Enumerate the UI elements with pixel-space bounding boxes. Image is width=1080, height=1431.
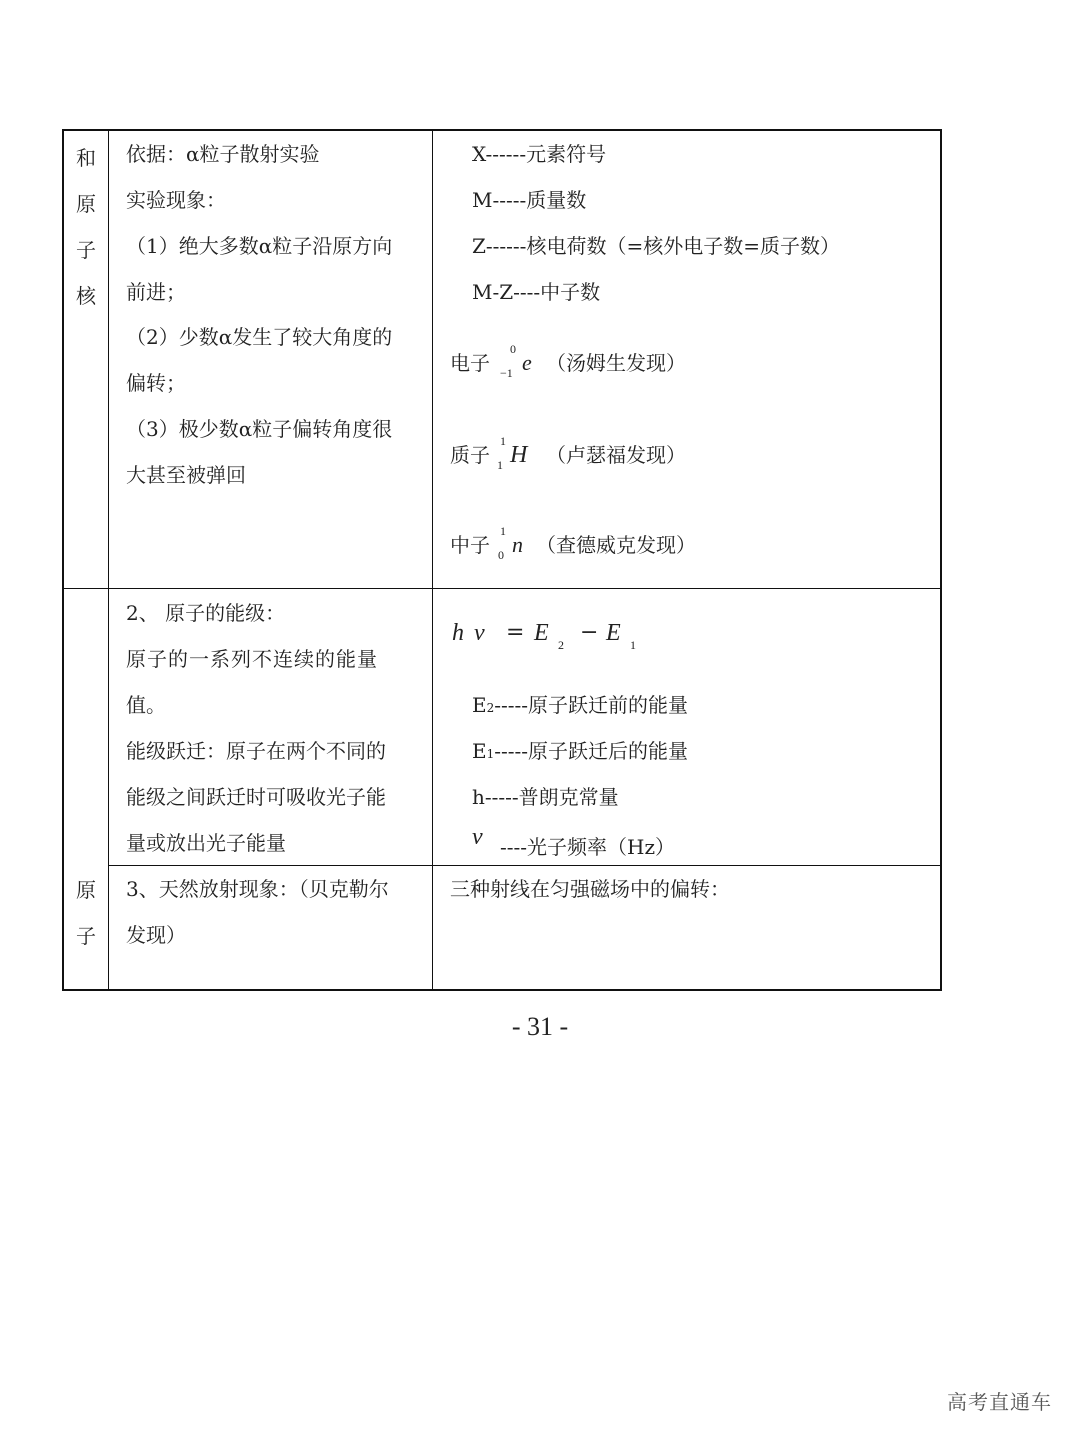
particle-discoverer: （查德威克发现）	[536, 533, 696, 557]
side-char: 核	[76, 284, 96, 308]
particle-name: 中子	[450, 533, 490, 557]
equation-nu: ν	[474, 620, 485, 646]
particle-symbol: e	[522, 350, 532, 375]
symbol: E	[472, 693, 487, 717]
text-line: （2）少数α发生了较大角度的	[126, 325, 393, 349]
text-line: 偏转；	[126, 371, 186, 395]
particle-mass-number: 1	[500, 524, 506, 538]
definition-line: M-----质量数	[472, 188, 587, 212]
text-line: 发现）	[126, 923, 186, 947]
equation-sub2: 2	[558, 638, 564, 652]
text-line: 实验现象：	[126, 188, 226, 212]
symbol: h	[472, 785, 485, 809]
table-top-border	[62, 129, 942, 131]
text-line: 2、 原子的能级：	[126, 601, 286, 625]
particle-discoverer: （卢瑟福发现）	[546, 443, 686, 467]
side-char: 原	[76, 192, 96, 216]
table-left-border	[62, 129, 64, 991]
definition-line	[472, 782, 619, 812]
particle-mass-number: 0	[510, 342, 516, 356]
definition: -----原子跃迁前的能量	[494, 693, 689, 717]
nu-symbol: ν	[472, 824, 483, 850]
table-right-border	[940, 129, 942, 991]
text-line: （3）极少数α粒子偏转角度很	[126, 417, 393, 441]
definition: -----原子跃迁后的能量	[494, 739, 689, 763]
particle-mass-number: 1	[500, 434, 506, 448]
definition-line: X------元素符号	[472, 142, 607, 166]
particle-discoverer: （汤姆生发现）	[546, 351, 686, 375]
row-divider-1	[62, 588, 942, 589]
side-char: 子	[76, 924, 96, 948]
symbol-subscript: 1	[486, 747, 495, 761]
equation-sub1: 1	[630, 638, 636, 652]
text-line: 量或放出光子能量	[126, 831, 286, 855]
side-char: 和	[76, 146, 96, 170]
column-divider-2	[432, 129, 433, 991]
particle-charge-number: 0	[498, 548, 504, 562]
text-line: 原子的一系列不连续的能量	[126, 647, 378, 671]
definition: ----光子频率（Hz）	[500, 835, 676, 859]
text-line: 大甚至被弹回	[126, 463, 246, 487]
watermark: 高考直通车	[947, 1390, 1052, 1414]
particle-symbol: n	[512, 532, 523, 557]
column-divider-1	[108, 129, 109, 991]
text-line: 值。	[126, 693, 166, 717]
equation-equals: =	[506, 620, 525, 645]
table-bottom-border	[62, 989, 942, 991]
side-char: 子	[76, 238, 96, 262]
symbol: E	[472, 739, 487, 763]
text-line: 依据：α粒子散射实验	[126, 142, 320, 166]
symbol-subscript: 2	[486, 701, 495, 715]
particle-name: 电子	[450, 351, 490, 375]
definition-line	[472, 736, 688, 769]
definition-line	[472, 690, 688, 723]
particle-neutron	[450, 520, 750, 570]
deflection-title: 三种射线在匀强磁场中的偏转：	[450, 877, 730, 901]
text-line: 能级之间跃迁时可吸收光子能	[126, 785, 386, 809]
equation-E1: E	[606, 620, 621, 646]
page-number: - 31 -	[511, 1012, 569, 1041]
definition: -----普朗克常量	[484, 785, 619, 809]
particle-name: 质子	[450, 443, 490, 467]
particle-charge-number: 1	[497, 458, 503, 472]
side-char: 原	[76, 878, 96, 902]
text-line: 3、天然放射现象：（贝克勒尔	[126, 877, 389, 901]
text-line: （1）绝大多数α粒子沿原方向	[126, 234, 393, 258]
energy-equation	[452, 618, 692, 658]
definition-line: Z------核电荷数（=核外电子数=质子数）	[472, 234, 840, 258]
text-line: 前进；	[126, 280, 186, 304]
particle-charge-number: −1	[500, 366, 513, 380]
equation-minus: −	[580, 620, 599, 645]
particle-symbol: H	[510, 442, 528, 468]
equation-h: h	[452, 620, 464, 646]
row-divider-2	[108, 865, 942, 866]
particle-electron	[450, 338, 750, 388]
definition-line: M-Z----中子数	[472, 280, 601, 304]
particle-proton	[450, 430, 750, 480]
definition-line	[472, 822, 772, 862]
text-line: 能级跃迁：原子在两个不同的	[126, 739, 386, 763]
equation-E2: E	[534, 620, 549, 646]
